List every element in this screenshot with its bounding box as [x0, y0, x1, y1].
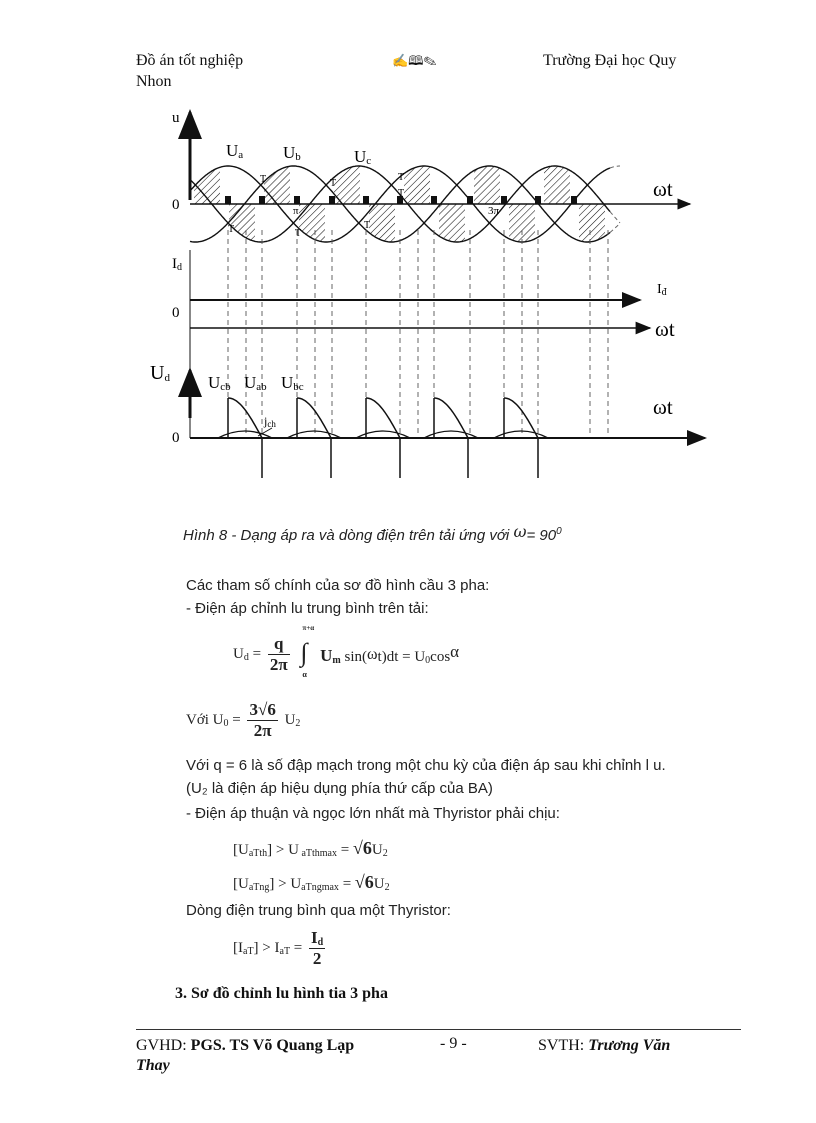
id-axis-label: Id — [172, 256, 182, 273]
switch-marker — [225, 196, 231, 204]
zero-label-bottom: 0 — [172, 430, 180, 446]
switch-marker — [571, 196, 577, 204]
text-line-5: - Điện áp thuận và ngọc lớn nhất mà Thyristor phải chịu: — [186, 805, 560, 822]
phase-curve-dashed — [610, 166, 620, 168]
figure-caption: Hình 8 - Dạng áp ra và dòng điện trên tải ứng với $\omega= 90^0$ — [183, 522, 562, 544]
header-left-cont: Nhon — [136, 73, 172, 90]
caption-omega: ω — [513, 522, 527, 541]
t2-label: T — [228, 224, 235, 235]
text-line-3: Với q = 6 là số đập mạch trong một chu kỳ của điện áp sau khi chỉnh l u. — [186, 757, 666, 774]
switch-marker — [294, 196, 300, 204]
t5-label: T — [364, 220, 371, 231]
text-line-2: - Điện áp chỉnh lu trung bình trên tải: — [186, 600, 429, 617]
formula-iaT: $[I_{aT}] > I_{aT}$ = $\frac{I_d}{2}$ — [233, 928, 324, 968]
ucb-label: Ucb — [208, 373, 231, 393]
switch-marker — [431, 196, 437, 204]
text-line-4: (U₂ là điện áp hiệu dụng phía thứ cấp của BA) — [186, 780, 493, 797]
text-line-1: Các tham số chính của sơ đồ hình cầu 3 pha: — [186, 577, 490, 594]
current-arc — [218, 431, 272, 438]
three-pi-label: 3π — [488, 205, 500, 217]
zero-label-top: 0 — [172, 197, 180, 213]
formula-uaTng: $[U_{aTng}] > U_{aTngmax} = √6U_2$ — [233, 872, 390, 893]
phase-curve-dashed — [610, 223, 620, 232]
switch-marker — [535, 196, 541, 204]
header-right: Trường Đại học Quy — [543, 52, 677, 69]
t3-label: T — [295, 228, 302, 239]
hatched-segment — [474, 166, 500, 204]
uab-label: Uab — [244, 373, 267, 393]
t7-label: T — [398, 188, 405, 199]
hatched-segment — [579, 204, 605, 242]
current-arc — [494, 431, 548, 438]
switch-marker — [467, 196, 473, 204]
ubc-label: Ubc — [281, 373, 304, 393]
wt-label-mid: ωt — [655, 317, 675, 341]
zero-label-mid: 0 — [172, 305, 180, 321]
hatched-segment — [509, 204, 535, 242]
footer-svth-cont: Thay — [136, 1057, 170, 1074]
pi-label: π — [293, 205, 299, 217]
phase-curve-dashed — [610, 212, 620, 223]
footer-page-number: - 9 - — [440, 1035, 467, 1052]
footer-rule — [136, 1029, 741, 1030]
t4-label: T — [330, 178, 337, 189]
dashed-verticals — [228, 230, 608, 438]
hatched-segment — [544, 166, 570, 204]
ub-label: Ub — [283, 143, 301, 163]
switch-marker — [259, 196, 265, 204]
footer-gvhd: GVHD: PGS. TS Võ Quang Lạp — [136, 1037, 355, 1054]
header-ornament: ✍🕮✎ — [392, 53, 437, 68]
switch-marker — [501, 196, 507, 204]
t1-label: T — [260, 174, 267, 185]
header-left: Đồ án tốt nghiệp — [136, 52, 244, 69]
ud-axis-label: Ud — [150, 362, 170, 384]
switch-marker — [329, 196, 335, 204]
hatched-segment — [439, 204, 465, 242]
jch-label: jch — [264, 414, 276, 429]
ua-label: Ua — [226, 141, 244, 161]
u-axis-label: u — [172, 110, 180, 126]
wt-label-bottom: ωt — [653, 395, 673, 419]
t6-label: T — [398, 172, 405, 183]
footer-svth: SVTH: Trương Văn — [538, 1037, 671, 1054]
wt-label-top: ωt — [653, 177, 673, 201]
hatched-segment — [299, 204, 325, 242]
dashed-phase-curves — [610, 166, 620, 233]
waveform-figure — [150, 100, 720, 500]
integral-sign: π+α ∫ α — [300, 624, 315, 679]
formula-u0: Với $U_0$ = $\frac{3√6}{2\pi}$ $U_2$ — [186, 700, 301, 740]
switch-marker — [363, 196, 369, 204]
uc-label: Uc — [354, 147, 372, 167]
id-line-label: Iđ — [657, 282, 667, 298]
current-arc — [287, 431, 341, 438]
formula-uaTth: $[U_{aTth}] > U$ $_{aTthmax} = √6U_2$ — [233, 838, 388, 859]
current-arc — [356, 431, 410, 438]
text-line-6: Dòng điện trung bình qua một Thyristor: — [186, 902, 451, 919]
section-heading: 3. Sơ đồ chỉnh lu hình tia 3 pha — [175, 985, 388, 1002]
formula-ud: $U_d$ = $\frac{q}{2\pi}$ π+α ∫ α $U_m$ $\sin(\omega t)dt = U_0\cos\alpha$ — [233, 626, 459, 684]
